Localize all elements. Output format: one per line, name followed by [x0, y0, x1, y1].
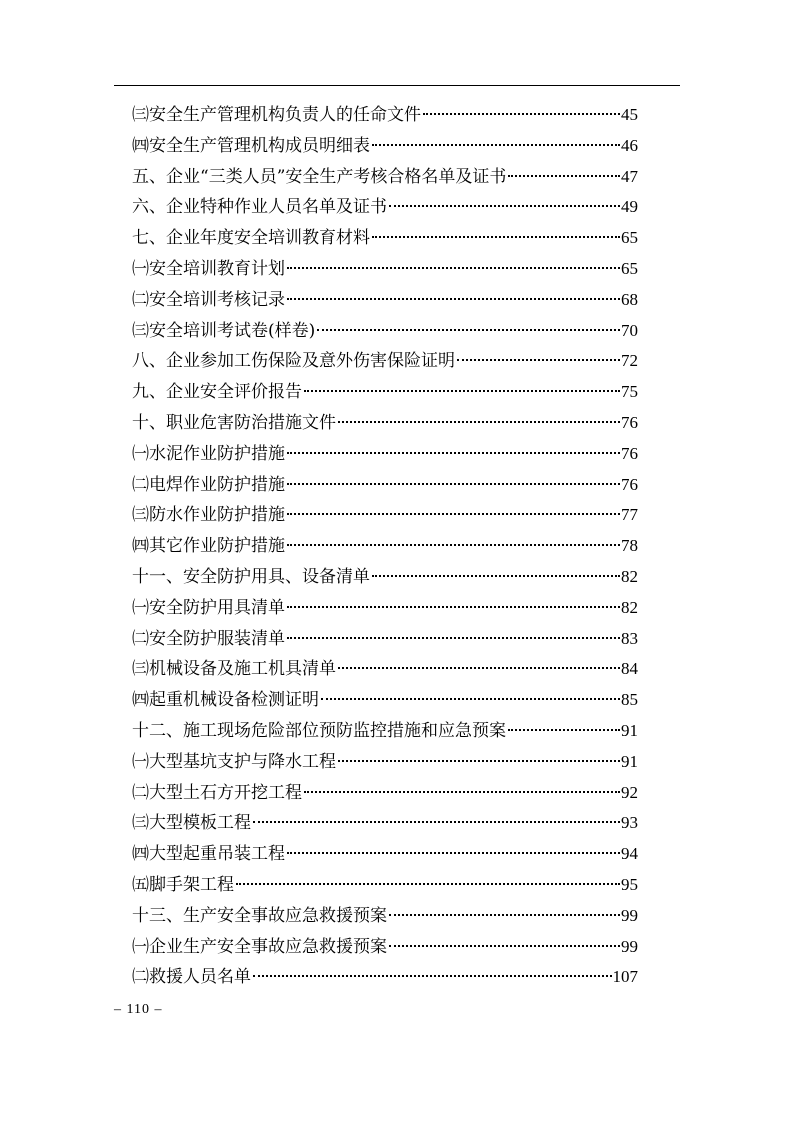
toc-entry — [132, 839, 638, 870]
toc-entry-page: 84 — [621, 659, 638, 679]
toc-entry-title: ㈡安全培训考核记录 — [132, 289, 285, 310]
toc-entry-page: 107 — [612, 967, 638, 987]
toc-entry — [132, 716, 638, 747]
toc-entry-title: 六、企业特种作业人员名单及证书 — [132, 197, 387, 218]
toc-entry-title: ㈡大型土石方开挖工程 — [132, 782, 302, 803]
toc-entry-page: 45 — [621, 105, 638, 124]
toc-dot-leader — [372, 236, 620, 238]
toc-entry-page: 82 — [621, 566, 638, 586]
toc-entry — [132, 100, 638, 131]
toc-entry — [132, 439, 638, 470]
toc-entry-page: 49 — [621, 197, 638, 217]
page-number: – 110 – — [114, 1002, 163, 1017]
toc-entry — [132, 470, 638, 501]
toc-dot-leader — [389, 205, 620, 207]
toc-entry-title: ㈣其它作业防护措施 — [132, 536, 285, 557]
toc-entry — [132, 192, 638, 223]
toc-entry-page: 76 — [621, 474, 638, 494]
toc-entry-title: 十二、施工现场危险部位预防监控措施和应急预案 — [132, 720, 506, 741]
toc-entry-page: 82 — [621, 597, 638, 617]
toc-entry — [132, 593, 638, 624]
toc-entry-page: 99 — [621, 936, 638, 956]
toc-entry-title: ㈡救援人员名单 — [132, 967, 251, 988]
toc-entry — [132, 624, 638, 655]
toc-entry-page: 85 — [621, 690, 638, 710]
toc-dot-leader — [317, 329, 620, 331]
toc-entry-page: 75 — [621, 382, 638, 402]
toc-entry-page: 92 — [621, 782, 638, 802]
toc-entry-page: 93 — [621, 813, 638, 833]
toc-dot-leader — [389, 914, 620, 916]
toc-dot-leader — [287, 544, 620, 546]
toc-dot-leader — [287, 852, 620, 854]
toc-entry-page: 72 — [621, 351, 638, 371]
toc-entry-title: ㈤脚手架工程 — [132, 874, 234, 895]
toc-entry-title: ㈢大型模板工程 — [132, 813, 251, 834]
toc-entry-title: ㈠大型基坑支护与降水工程 — [132, 751, 336, 772]
toc-entry — [132, 654, 638, 685]
toc-entry-page: 76 — [621, 412, 638, 432]
toc-entry-page: 99 — [621, 905, 638, 925]
toc-dot-leader — [338, 667, 620, 669]
toc-dot-leader — [287, 637, 620, 639]
toc-entry-page: 76 — [621, 443, 638, 463]
toc-entry — [132, 408, 638, 439]
toc-entry-title: ㈢安全培训考试卷(样卷) — [132, 320, 316, 341]
toc-entry-title: ㈠安全培训教育计划 — [132, 258, 285, 279]
toc-dot-leader — [508, 729, 620, 731]
toc-entry — [132, 932, 638, 963]
toc-entry-page: 65 — [621, 228, 638, 248]
toc-entry — [132, 162, 638, 193]
toc-entry-title: 十三、生产安全事故应急救援预案 — [132, 905, 387, 926]
toc-dot-leader — [338, 421, 620, 423]
toc-entry-page: 65 — [621, 258, 638, 278]
toc-entry-page: 94 — [621, 844, 638, 864]
toc-entry-title: 八、企业参加工伤保险及意外伤害保险证明 — [132, 351, 455, 372]
toc-entry-title: ㈡电焊作业防护措施 — [132, 474, 285, 495]
toc-dot-leader — [372, 144, 620, 146]
toc-entry — [132, 254, 638, 285]
toc-dot-leader — [389, 945, 620, 947]
toc-entry-page: 77 — [621, 505, 638, 525]
toc-dot-leader — [287, 483, 620, 485]
toc-entry-page: 78 — [621, 536, 638, 556]
toc-entry-title: ㈠安全防护用具清单 — [132, 597, 285, 618]
toc-entry-title: 十一、安全防护用具、设备清单 — [132, 566, 370, 587]
toc-entry-title: 七、企业年度安全培训教育材料 — [132, 228, 370, 249]
toc-entry — [132, 285, 638, 316]
toc-dot-leader — [304, 791, 620, 793]
toc-entry — [132, 747, 638, 778]
toc-entry-page: 91 — [621, 720, 638, 740]
toc-dot-leader — [287, 513, 620, 515]
toc-dot-leader — [338, 760, 620, 762]
toc-entry — [132, 685, 638, 716]
toc-entry — [132, 316, 638, 347]
toc-entry-page: 68 — [621, 289, 638, 309]
toc-dot-leader — [372, 575, 620, 577]
toc-dot-leader — [253, 975, 612, 977]
toc-dot-leader — [304, 390, 620, 392]
toc-entry-title: 十、职业危害防治措施文件 — [132, 412, 336, 433]
toc-entry — [132, 808, 638, 839]
toc-entry — [132, 962, 638, 993]
toc-entry-title: ㈢安全生产管理机构负责人的任命文件 — [132, 105, 421, 125]
toc-entry — [132, 500, 638, 531]
toc-entry — [132, 870, 638, 901]
toc-entry-title: ㈢机械设备及施工机具清单 — [132, 659, 336, 680]
toc-entry — [132, 346, 638, 377]
toc-dot-leader — [287, 452, 620, 454]
toc-entry-page: 46 — [621, 135, 638, 155]
toc-dot-leader — [287, 606, 620, 608]
toc-entry-title: ㈠水泥作业防护措施 — [132, 443, 285, 464]
toc-entry — [132, 377, 638, 408]
toc-entry-title: ㈣安全生产管理机构成员明细表 — [132, 135, 370, 156]
toc-entry-page: 70 — [621, 320, 638, 340]
table-of-contents — [132, 100, 638, 993]
toc-entry-title: 九、企业安全评价报告 — [132, 382, 302, 403]
toc-entry — [132, 531, 638, 562]
toc-dot-leader — [508, 175, 620, 177]
toc-dot-leader — [236, 883, 620, 885]
toc-entry-page: 95 — [621, 874, 638, 894]
toc-entry-title: ㈡安全防护服装清单 — [132, 628, 285, 649]
toc-entry — [132, 562, 638, 593]
toc-dot-leader — [287, 267, 620, 269]
toc-entry — [132, 223, 638, 254]
header-rule — [114, 85, 680, 86]
toc-dot-leader — [321, 698, 620, 700]
toc-entry-page: 47 — [621, 166, 638, 186]
toc-entry-title: ㈣大型起重吊装工程 — [132, 844, 285, 865]
toc-dot-leader — [457, 359, 620, 361]
toc-entry-title: ㈠企业生产安全事故应急救援预案 — [132, 936, 387, 957]
toc-dot-leader — [423, 113, 620, 115]
toc-entry — [132, 901, 638, 932]
toc-entry-page: 91 — [621, 751, 638, 771]
toc-dot-leader — [287, 298, 620, 300]
toc-entry — [132, 131, 638, 162]
toc-entry-page: 83 — [621, 628, 638, 648]
toc-dot-leader — [253, 821, 620, 823]
toc-entry-title: ㈣起重机械设备检测证明 — [132, 690, 319, 711]
toc-entry-title: ㈢防水作业防护措施 — [132, 505, 285, 526]
toc-entry — [132, 778, 638, 809]
toc-entry-title: 五、企业“三类人员”安全生产考核合格名单及证书 — [132, 166, 507, 187]
